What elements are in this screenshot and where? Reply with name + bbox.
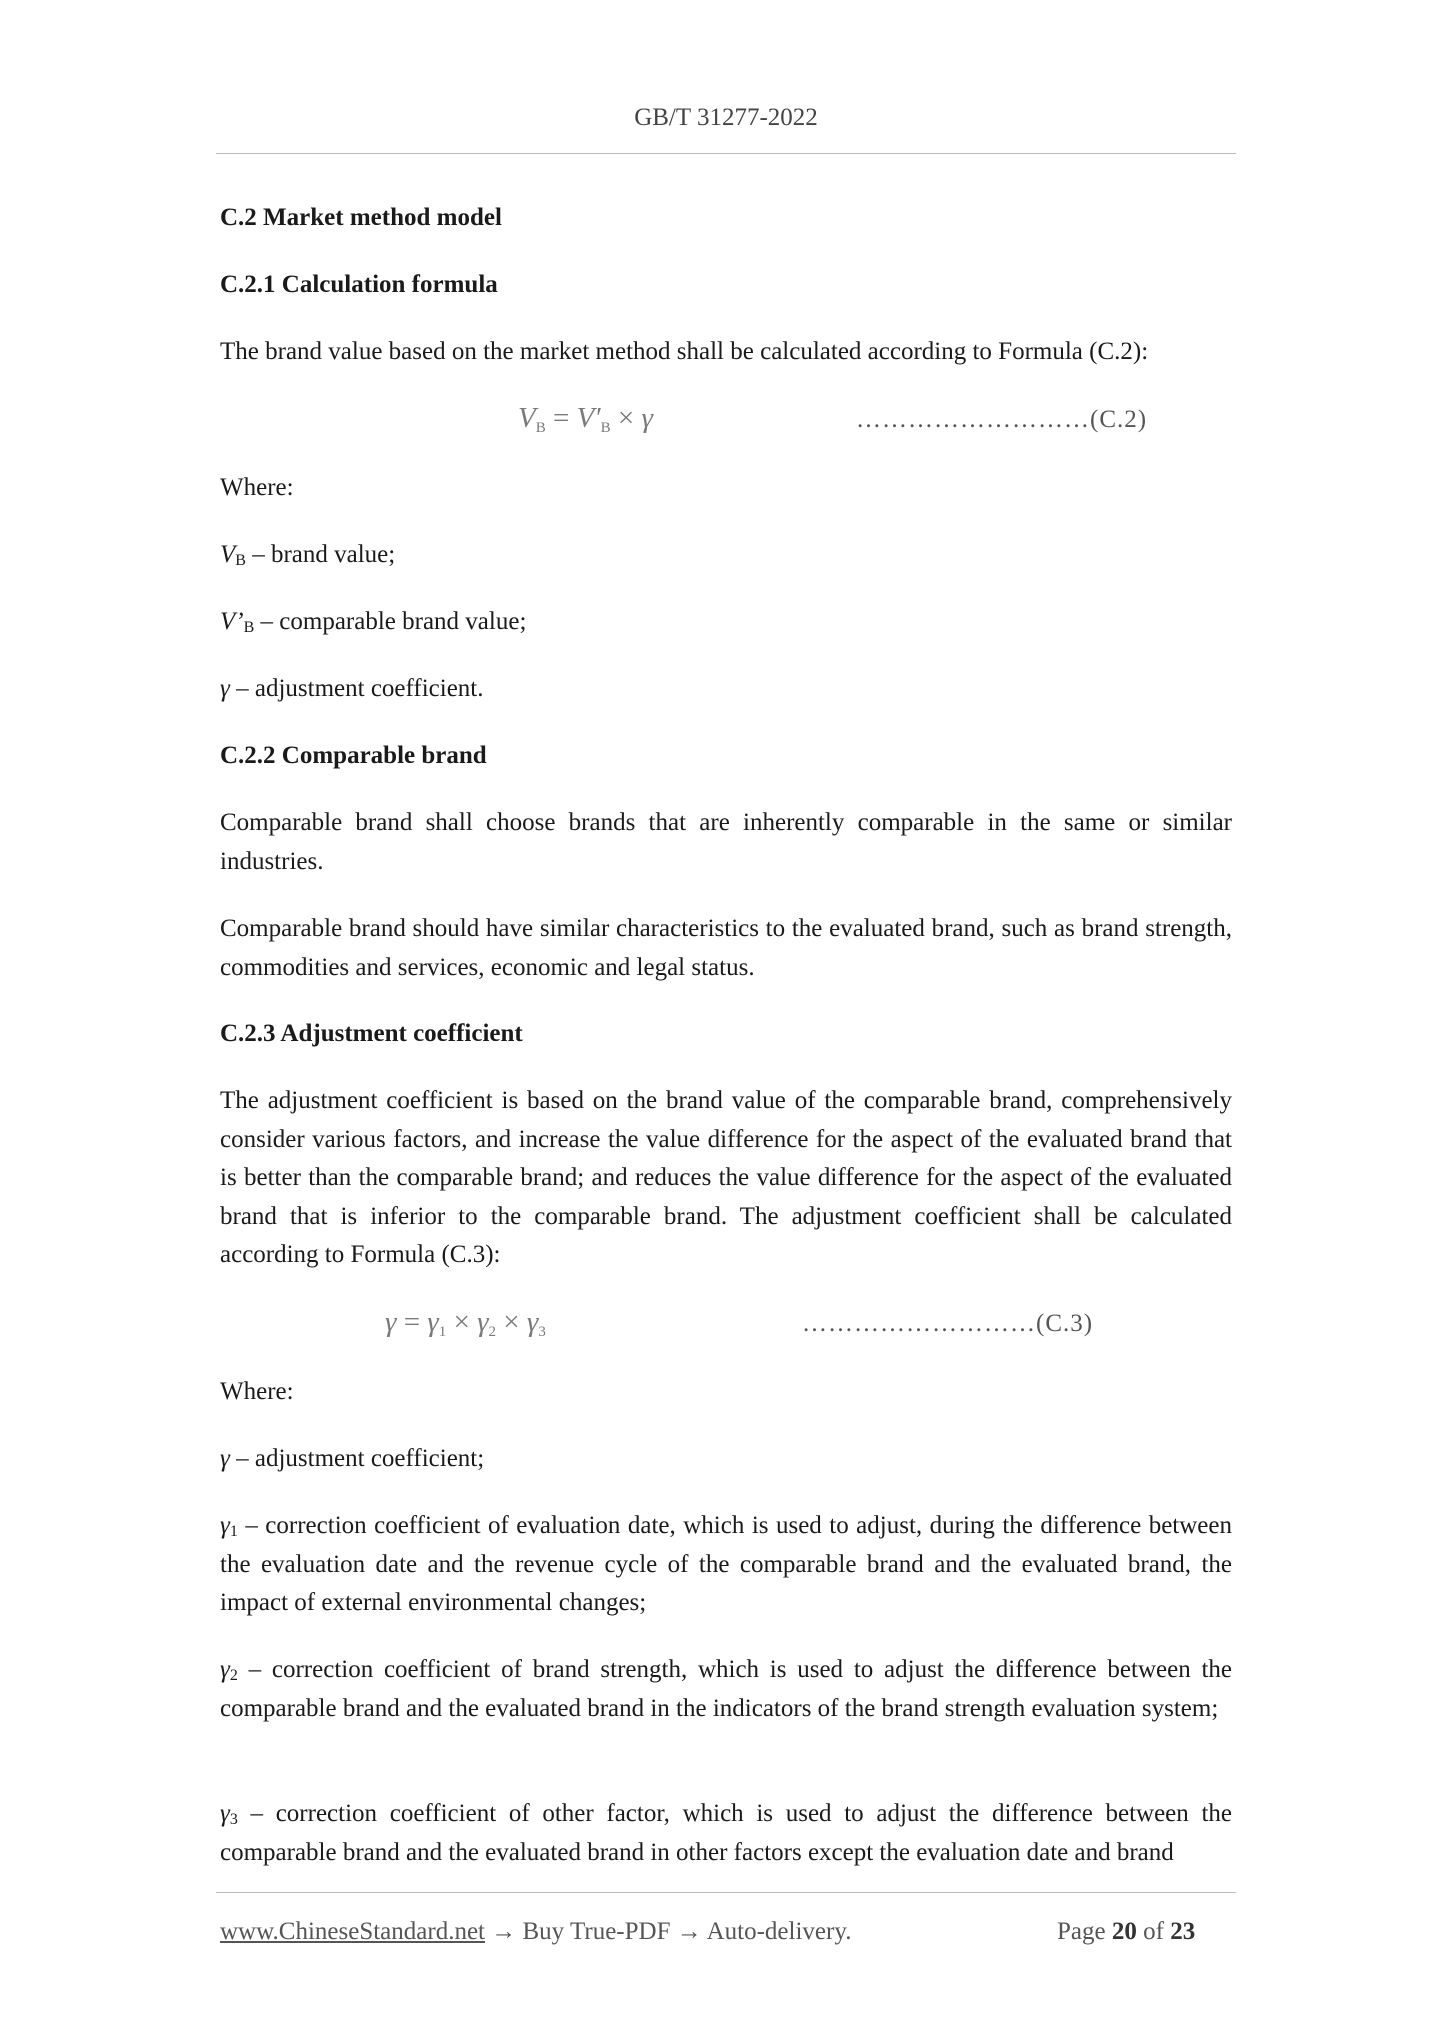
- footer-arrow-1: →: [485, 1918, 523, 1945]
- definition-gamma3-sub: 3: [229, 1811, 238, 1828]
- paragraph-c22-2: Comparable brand should have similar characteristics to the evaluated brand, such as brand strength, commodities and services, economic and legal status.: [220, 915, 1232, 981]
- formula-c3-op2: ×: [496, 1306, 527, 1338]
- formula-c2-rhs2: γ: [641, 402, 653, 434]
- definition-gamma-1: [220, 670, 1232, 709]
- formula-c2-lhs-sub: B: [535, 420, 546, 436]
- formula-c2-rhs1-sub: B: [600, 420, 611, 436]
- where-label-2: Where:: [220, 1378, 294, 1405]
- formula-c3-t2-sub: 2: [488, 1324, 497, 1340]
- formula-c3-t3-sub: 3: [538, 1324, 546, 1340]
- footer-of-label: of: [1143, 1918, 1164, 1945]
- definition-vpb: [220, 603, 1232, 642]
- definition-gamma2-sub: 2: [229, 1667, 238, 1684]
- footer-promo: [220, 1918, 851, 1946]
- formula-c3-op1: ×: [446, 1306, 478, 1338]
- footer-page-indicator: [1057, 1918, 1195, 1946]
- paragraph-c22-1: Comparable brand shall choose brands that are inherently comparable in the same or similar industries.: [220, 809, 1232, 875]
- formula-c3-t1-sub: 1: [438, 1324, 447, 1340]
- footer-page-label: Page: [1057, 1918, 1106, 1945]
- definition-gamma2-text: – correction coefficient of brand strength, which is used to adjust the difference between the comparable brand and the evaluated brand in the indicators of the brand strength evaluation system;: [220, 1656, 1232, 1722]
- formula-c3-lhs: γ: [385, 1306, 397, 1338]
- where-label-1: Where:: [220, 474, 294, 501]
- formula-c2-lhs: V: [518, 402, 536, 434]
- definition-gamma3: [220, 1795, 1232, 1872]
- section-title-c23: C.2.3 Adjustment coefficient: [220, 1020, 523, 1047]
- definition-vpb-sub: B: [243, 619, 255, 636]
- definition-vpb-text: – comparable brand value;: [254, 608, 527, 635]
- definition-vb-text: – brand value;: [245, 541, 396, 568]
- definition-vb-symbol: V: [220, 541, 236, 568]
- definition-gamma-2: [220, 1440, 1232, 1479]
- definition-vb-sub: B: [235, 552, 246, 569]
- formula-c2-op: ×: [610, 402, 642, 434]
- formula-c2-rhs1: V′: [576, 402, 601, 434]
- definition-gamma1-sub: 1: [229, 1523, 238, 1540]
- definition-gamma3-text: – correction coefficient of other factor, which is used to adjust the difference between the comparable brand and the evaluated brand in other factors except the evaluation date and brand: [220, 1800, 1232, 1866]
- definition-vb: [220, 536, 1232, 575]
- formula-c2-eq: =: [545, 402, 577, 434]
- definition-gamma3-symbol: γ: [220, 1800, 230, 1827]
- formula-c2: [518, 402, 653, 435]
- formula-c3: [385, 1306, 546, 1339]
- formula-c3-t2: γ: [477, 1306, 489, 1338]
- definition-gamma1: [220, 1507, 1232, 1623]
- section-title-c21: C.2.1 Calculation formula: [220, 271, 498, 298]
- header-standard-id: GB/T 31277-2022: [634, 104, 818, 131]
- definition-gamma1-text: – correction coefficient of evaluation date, which is used to adjust, during the difference between the evaluation date and the revenue cycle of the comparable brand and the evaluated brand, the impact of external environmental changes;: [220, 1512, 1232, 1616]
- formula-c3-t3: γ: [526, 1306, 539, 1338]
- formula-c3-eq: =: [396, 1306, 428, 1338]
- footer-page-total: 23: [1170, 1918, 1196, 1945]
- section-title-c2: C.2 Market method model: [220, 204, 502, 231]
- paragraph-c21-intro: The brand value based on the market method shall be calculated according to Formula (C.2):: [220, 338, 1149, 365]
- header-divider: [216, 153, 1236, 154]
- definition-gamma1-symbol: γ: [220, 1512, 230, 1539]
- paragraph-c23-1: The adjustment coefficient is based on the brand value of the comparable brand, comprehensively consider various factors, and increase the value difference for the aspect of the evaluated brand that is better than the comparable brand; and reduces the value difference for the aspect of the evaluated brand that is inferior to the comparable brand. The adjustment coefficient shall be calculated according to Formula (C.3):: [220, 1087, 1232, 1268]
- definition-gamma-1-symbol: γ: [220, 675, 230, 702]
- footer-delivery-text: Auto-delivery.: [706, 1918, 852, 1945]
- footer-buy-text: Buy True-PDF: [522, 1918, 671, 1945]
- definition-gamma-1-text: – adjustment coefficient.: [229, 675, 484, 702]
- definition-vpb-symbol: V’: [220, 608, 244, 635]
- definition-gamma-2-text: – adjustment coefficient;: [229, 1445, 485, 1472]
- footer-page-number: 20: [1111, 1918, 1137, 1945]
- definition-gamma2: [220, 1651, 1232, 1728]
- formula-c3-number: ………………………(C.3): [802, 1310, 1094, 1337]
- definition-gamma-2-symbol: γ: [220, 1445, 230, 1472]
- formula-c2-number: ………………………(C.2): [856, 406, 1148, 433]
- footer-site-link[interactable]: www.ChineseStandard.net: [220, 1918, 485, 1945]
- section-title-c22: C.2.2 Comparable brand: [220, 742, 487, 769]
- footer-arrow-2: →: [670, 1918, 707, 1945]
- footer-divider: [216, 1892, 1236, 1893]
- formula-c3-t1: γ: [427, 1306, 439, 1338]
- definition-gamma2-symbol: γ: [220, 1656, 230, 1683]
